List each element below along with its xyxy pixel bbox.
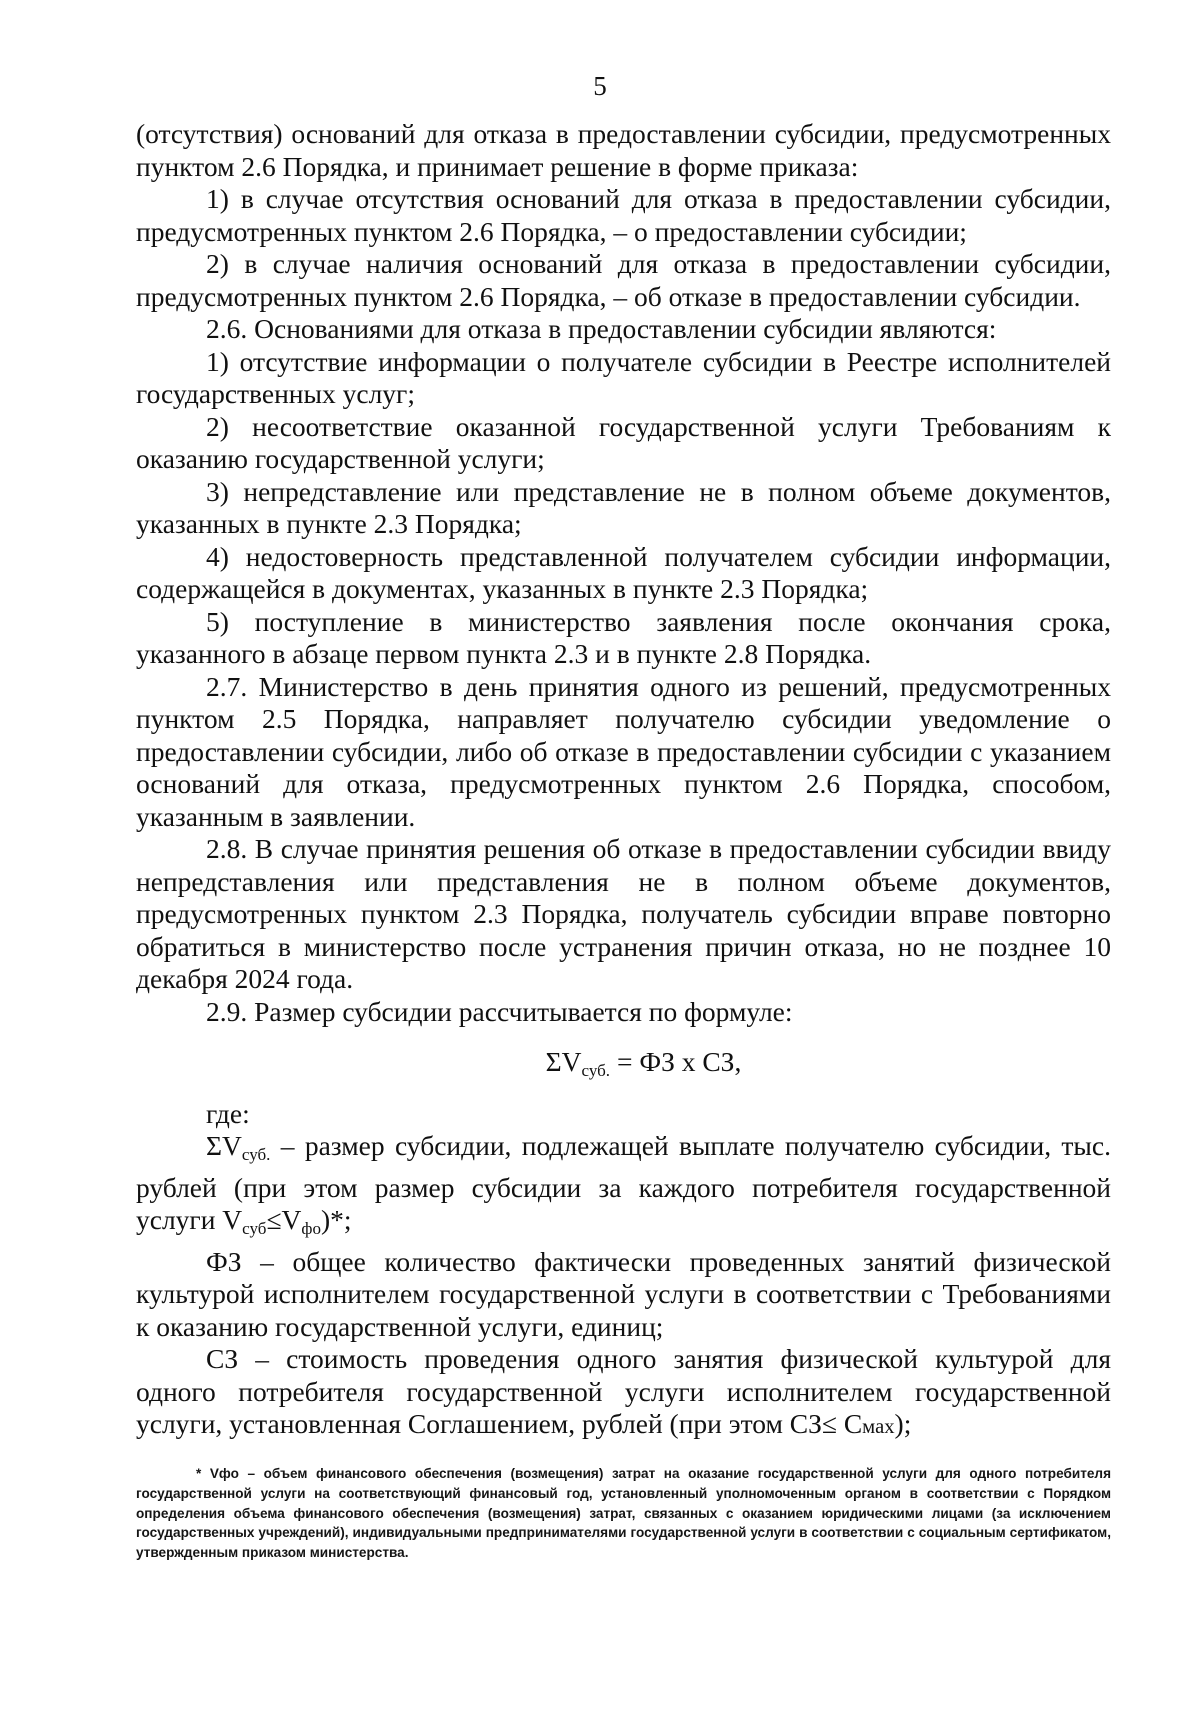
definition-fz: ФЗ – общее количество фактически проведенных занятий физической культурой исполнителем государственной услуги в соответствии с Требованиями к оказанию государственной услуги, единиц; <box>136 1245 1111 1342</box>
definition-sz-ending: ); <box>894 1408 912 1440</box>
footnote: * Vфо – объем финансового обеспечения (возмещения) затрат на оказание государственной услуги для одного потребителя государственной услуги на соответствующий финансовый год, установленный уполномоченным органом в соответствии с Порядком определения объема финансового обеспечения (возмещения) затрат, связанных с оказанием юридическими лицами (за исключением государственных учреждений), индивидуальными предпринимателями государственной услуги в соответствии с социальным сертификатом, утвержденным приказом министерства. <box>136 1466 1111 1561</box>
paragraph-2-6-item-5: 5) поступление в министерство заявления после окончания срока, указанного в абзаце первом пункта 2.3 и в пункте 2.8 Порядка. <box>136 605 1111 669</box>
paragraph-2-9: 2.9. Размер субсидии рассчитывается по формуле: <box>206 995 793 1027</box>
paragraph-2-6: 2.6. Основаниями для отказа в предоставлении субсидии являются: <box>206 313 997 344</box>
definition-v-sub-symbol: ΣV <box>206 1130 242 1162</box>
document-body <box>136 118 1111 1444</box>
definition-sz-subscript: мах <box>862 1416 895 1439</box>
definition-v-sub-subscript-2: фо <box>301 1219 321 1239</box>
definition-v-sub-text: – размер субсидии, подлежащей выплате получателю субсидии, тыс. рублей (при этом размер субсидии за каждого потребителя государственной услуги V <box>136 1130 1111 1236</box>
paragraph-2-6-item-4: 4) недостоверность представленной получателем субсидии информации, содержащейся в документах, указанных в пункте 2.3 Порядка; <box>136 540 1111 604</box>
paragraph-2-7: 2.7. Министерство в день принятия одного из решений, предусмотренных пунктом 2.5 Порядка, направляет получателю субсидии уведомление о предоставлении субсидии, либо об отказе в предоставлении субсидии с указанием оснований для отказа, предусмотренных пунктом 2.6 Порядка, способом, указанным в заявлении. <box>136 670 1111 832</box>
where-label: где: <box>206 1097 250 1129</box>
formula-rhs: = ФЗ х СЗ, <box>610 1046 742 1077</box>
paragraph-2-6-item-1: 1) отсутствие информации о получателе субсидии в Реестре исполнителей государственных услуг; <box>136 345 1111 409</box>
definition-v-sub-ending: )*; <box>320 1204 352 1236</box>
definition-v-sub-relation: ≤V <box>266 1204 302 1236</box>
paragraph-2-5-item-1: 1) в случае отсутствия оснований для отказа в предоставлении субсидии, предусмотренных пунктом 2.6 Порядка, – о предоставлении субсидии; <box>136 183 1111 247</box>
page-number: 5 <box>593 71 607 101</box>
formula-lhs-subscript: суб. <box>581 1061 611 1081</box>
formula-lhs: ΣV <box>545 1046 582 1077</box>
subsidy-formula <box>136 1046 1111 1088</box>
definition-sz <box>136 1343 1111 1444</box>
paragraph-2-8: 2.8. В случае принятия решения об отказе в предоставлении субсидии ввиду непредставления или представления не в полном объеме документов, предусмотренных пунктом 2.3 Порядка, получатель субсидии вправе повторно обратиться в министерство после устранения причин отказа, но не позднее 10 декабря 2024 года. <box>136 833 1111 994</box>
definition-v-sub <box>136 1130 1111 1246</box>
paragraph-intro: (отсутствия) оснований для отказа в предоставлении субсидии, предусмотренных пунктом 2.6 Порядка, и принимает решение в форме приказа: <box>136 118 1111 182</box>
paragraph-2-5-item-2: 2) в случае наличия оснований для отказа в предоставлении субсидии, предусмотренных пунктом 2.6 Порядка, – об отказе в предоставлении субсидии. <box>136 248 1111 312</box>
paragraph-2-6-item-2: 2) несоответствие оказанной государственной услуги Требованиям к оказанию государственной услуги; <box>136 410 1111 474</box>
footnote-block <box>136 1464 1111 1563</box>
definition-sz-text: СЗ – стоимость проведения одного занятия физической культурой для одного потребителя государственной услуги исполнителем государственной услуги, установленная Соглашением, рублей (при этом СЗ≤ С <box>136 1343 1111 1440</box>
paragraph-2-6-item-3: 3) непредставление или представление не в полном объеме документов, указанных в пункте 2.3 Порядка; <box>136 475 1111 539</box>
definition-v-sub-subscript-1: суб <box>242 1219 267 1239</box>
definition-v-sub-symbol-subscript: суб. <box>241 1145 271 1165</box>
